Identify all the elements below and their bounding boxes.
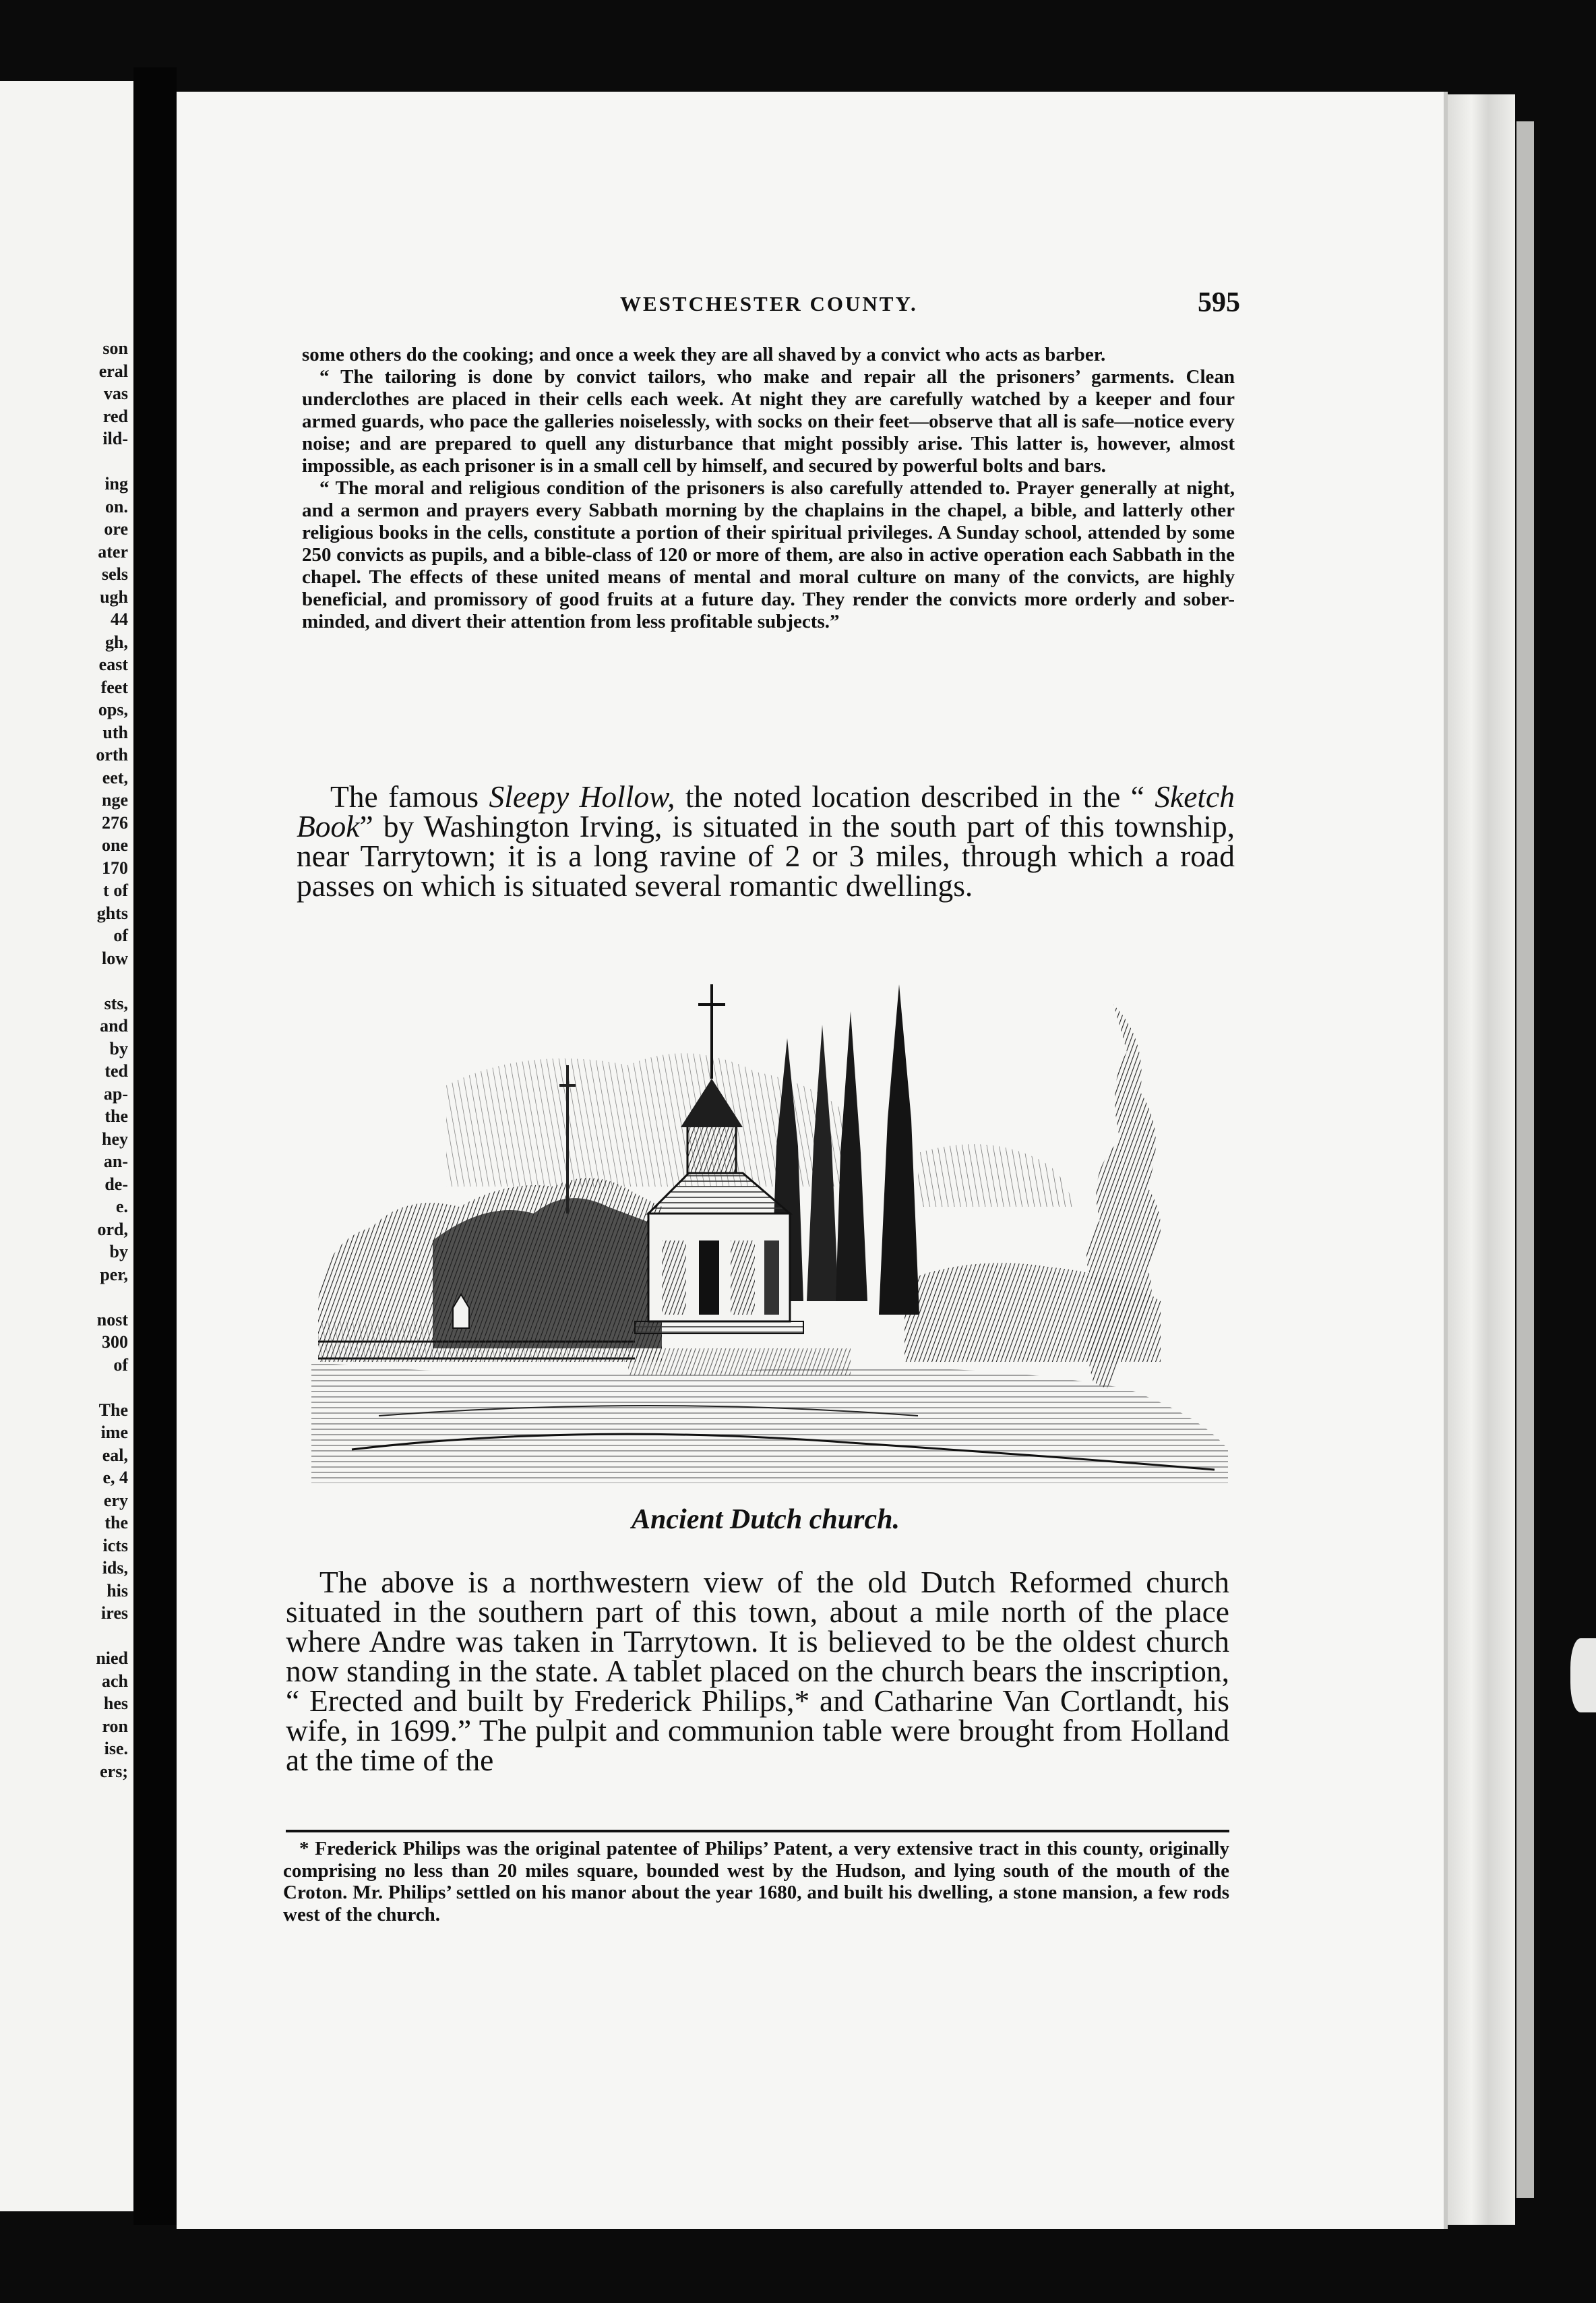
text-run: ” by Washington Irving, is situated in the south part of this township, near Tarrytown; it is a long ravine of 2 or 3 miles, through which a road passes on which is situated several romantic dwellings.	[297, 809, 1235, 903]
left-page-fragment: hes	[103, 1694, 128, 1713]
left-page-fragment: ise.	[104, 1739, 128, 1758]
page-number: 595	[1198, 287, 1240, 318]
left-page-fragment: e.	[115, 1197, 128, 1216]
left-page-fragment: vas	[103, 384, 128, 403]
left-page-fragment: icts	[102, 1535, 128, 1555]
left-page-fragment: 300	[102, 1332, 128, 1352]
left-page-fragment: ach	[102, 1671, 128, 1691]
footnote	[283, 1838, 1229, 1925]
text-run: The famous	[330, 779, 489, 814]
left-page-fragment: by	[109, 1242, 128, 1261]
cypress-tree	[836, 1011, 867, 1301]
left-page-fragment	[81, 969, 128, 992]
quoted-passage	[302, 344, 1235, 633]
footnote-rule	[286, 1830, 1229, 1832]
left-page-fragment: ers;	[100, 1761, 128, 1781]
page-edge-shadow	[1516, 121, 1534, 2198]
ground	[311, 1362, 1228, 1483]
left-page-fragment: de-	[104, 1174, 128, 1194]
left-page-fragment: his	[106, 1580, 128, 1601]
left-page-fragment: 276	[102, 812, 128, 833]
left-page-fragment: nied	[96, 1648, 128, 1668]
left-page-fragment: the	[104, 1106, 128, 1126]
left-page-fragment: ires	[101, 1603, 128, 1623]
footnote-text: * Frederick Philips was the original patentee of Philips’ Patent, a very extensive tract in this county, originally comprising no less than 20 miles square, bounded west by the Hudson, and lying south of the mouth of the Croton. Mr. Philips’ settled on his manor about the year 1680, and built his dwelling, a stone mansion, a few rods west of the church.	[283, 1838, 1229, 1925]
left-page-fragment: t of	[103, 880, 128, 900]
left-page-fragment: sels	[102, 564, 128, 584]
left-page-fragment: east	[98, 655, 128, 674]
left-page-fragment: of	[113, 1354, 128, 1375]
left-page-fragment: son	[102, 338, 128, 358]
left-page-fragment: ing	[104, 474, 128, 494]
left-page-fragment: one	[102, 835, 128, 855]
left-page-fragment: ime	[100, 1423, 128, 1442]
left-page-fragment	[81, 1376, 128, 1399]
church-steeple-base	[687, 1126, 736, 1173]
left-page-fragment: ore	[104, 519, 128, 539]
left-page-fragment	[81, 450, 128, 473]
left-page-fragment: the	[104, 1513, 128, 1532]
running-title: WESTCHESTER COUNTY.	[620, 292, 918, 316]
page-header	[297, 287, 1240, 327]
paper-scrap	[1570, 1638, 1596, 1712]
left-page-fragment: eral	[98, 361, 128, 381]
left-page-text-fragments	[81, 337, 128, 1783]
left-page-fragment	[81, 1286, 128, 1309]
church-engraving	[311, 984, 1235, 1483]
left-page-fragment: gh,	[105, 632, 128, 652]
paragraph-3: “ The moral and religious condition of the prisoners is also carefully attended to. Prayer generally at night, and a sermon and prayers every Sabbath morning by the chaplains in the chapel, a bible, and latterly other religious books in the cells, constitute a portion of their spiritual privileges. A Sunday school, attended by some 250 convicts as pupils, and a bible-class of 120 or more of them, are also in active operation each Sabbath in the chapel. The effects of these united means of mental and moral culture on many of the convicts, are highly beneficial, and promissory of good fruits at a future day. They render the convicts more orderly and sober-minded, and divert their attention from less profitable subjects.”	[302, 477, 1235, 632]
sleepy-hollow-paragraph	[297, 779, 1235, 903]
left-page	[0, 81, 133, 2211]
left-page-fragment: orth	[96, 745, 128, 765]
left-page-fragment: red	[102, 406, 128, 426]
text-run: the noted location described in the “	[675, 779, 1155, 814]
paragraph-5: The above is a northwestern view of the old Dutch Reformed church situated in the southern part of this town, about a mile north of the place where Andre was taken in Tarrytown. It is believed to be the oldest church now standing in the state. A tablet placed on the church bears the inscription, “ Erected and built by Frederick Philips,* and Catharine Van Cortlandt, his wife, in 1699.” The pulpit and communion table were brought from Holland at the time of the	[286, 1565, 1229, 1777]
left-page-fragment: ops,	[98, 700, 128, 719]
left-page-fragment: 170	[102, 858, 128, 878]
left-page-fragment: ids,	[102, 1558, 128, 1578]
left-page-fragment: ord,	[97, 1219, 128, 1239]
left-page-fragment: sts,	[104, 993, 128, 1013]
italic-sleepy-hollow: Sleepy Hollow,	[489, 779, 675, 814]
paragraph-4	[297, 779, 1235, 903]
cypress-tree	[879, 984, 919, 1315]
left-page-fragment: nge	[102, 790, 128, 810]
figure-caption: Ancient Dutch church.	[632, 1504, 900, 1535]
left-page-fragment: ron	[102, 1716, 128, 1736]
paragraph-2: “ The tailoring is done by convict tailors, who make and repair all the prisoners’ garments. Clean underclothes are placed in their cells each week. At night they are carefully watched by a keeper and four armed guards, who pace the galleries noiselessly, with socks on their feet—observe that all is safe—notice every noise; and are prepared to quell any disturbance that might possibly arise. This latter is, however, almost impossible, as each prisoner is in a small cell by himself, and secured by powerful bolts and bars.	[302, 366, 1235, 477]
cloud	[918, 1144, 1073, 1207]
left-page-fragment: e, 4	[102, 1468, 128, 1487]
left-page-fragment: ater	[98, 541, 128, 562]
left-page-fragment: feet	[100, 677, 128, 697]
left-page-fragment: ugh	[100, 587, 128, 607]
left-page-fragment: eet,	[102, 767, 128, 787]
book-gutter	[133, 67, 177, 2225]
left-page-fragment: ild-	[102, 429, 128, 448]
church-paragraph	[286, 1567, 1229, 1775]
church-step	[635, 1321, 803, 1334]
left-page-fragment: hey	[102, 1129, 128, 1149]
left-page-fragment: eal,	[102, 1445, 128, 1465]
left-page-fragment: of	[113, 926, 128, 945]
left-page-fragment: uth	[102, 722, 128, 742]
left-page-fragment: 44	[111, 609, 128, 629]
left-page-fragment: nost	[96, 1309, 128, 1329]
left-page-fragment: low	[102, 948, 128, 968]
left-page-fragment: by	[109, 1038, 128, 1058]
page-edge	[1448, 94, 1515, 2225]
left-page-fragment: and	[100, 1016, 128, 1036]
left-page-fragment: per,	[100, 1264, 128, 1284]
left-page-fragment: ted	[104, 1061, 128, 1081]
left-page-fragment: ghts	[96, 903, 128, 923]
left-page-fragment	[81, 1625, 128, 1648]
left-page-fragment: The	[98, 1400, 128, 1420]
paragraph-1: some others do the cooking; and once a week they are all shaved by a convict who acts as barber.	[302, 344, 1106, 365]
italic-sketch-book: Sketch Book	[297, 779, 1235, 843]
left-page-fragment: an-	[103, 1152, 128, 1171]
left-page-fragment: ap-	[103, 1083, 128, 1104]
left-page-fragment: on.	[105, 496, 128, 516]
left-page-fragment: ery	[103, 1490, 128, 1510]
